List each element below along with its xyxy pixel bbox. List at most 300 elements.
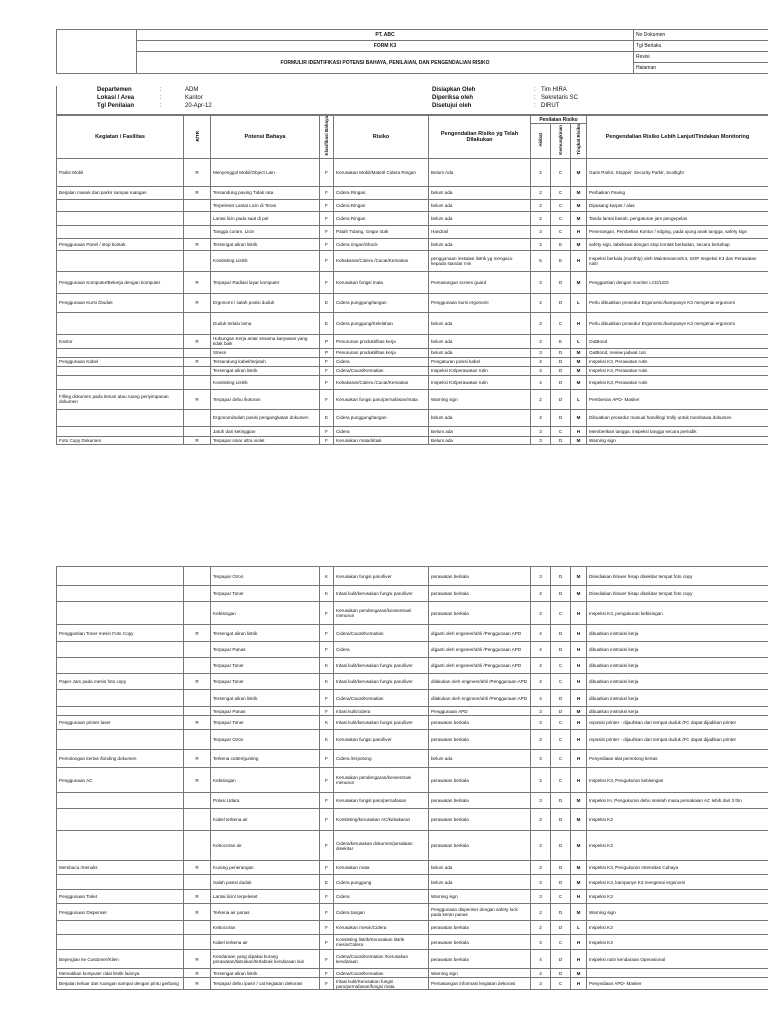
cell-kegiatan [57,250,184,271]
cell-risiko: Kerusakan fungsi paru/liver [334,730,429,750]
cell-kegiatan: Penggunaan Komputer/Bekerja dengan komputer [57,271,184,293]
cell-kemungkinan: D [551,436,571,444]
cell-lanjut: Inspeksi K3, Perawatan rutin [587,366,768,375]
cell-kemungkinan: D [551,831,571,861]
cell-kemungkinan: D [551,625,571,642]
cell-kegiatan: Berjalan masuk dari parkir sampai ruangan [57,186,184,199]
cell-risiko: Cidera/kerusakan dokumen/peralatan disekitar [334,831,429,861]
cell-kemungkinan: C [551,750,571,768]
cell-potensi: Tersengat aliran listrik [211,238,320,250]
cell-rtr: R [184,950,211,969]
cell-lanjut: dibuatkan instruksi kerja [587,625,768,642]
table-row [57,658,768,674]
cell-kegiatan: Penggunaan AC [57,768,184,793]
cell-tingkat: M [571,567,587,586]
cell-kegiatan [57,809,184,831]
table-row [57,690,768,707]
cell-kegiatan [57,211,184,225]
cell-klasifikasi: F [320,707,334,716]
dept-label: Departemen [97,87,132,93]
table-row [57,375,768,389]
cell-pengendalian: belum ada [429,238,531,250]
cell-lanjut: Perbaikan Paving [587,186,768,199]
cell-kegiatan [57,348,184,357]
cell-tingkat: H [571,750,587,768]
cell-rtr: R [184,674,211,690]
cell-risiko: Cidera [334,890,429,904]
cell-potensi: Kurang penerangan [211,861,320,875]
cell-akibat: 3 [531,978,551,990]
cell-akibat: 4 [531,690,551,707]
cell-potensi: Kabel terkena air [211,809,320,831]
table-row [57,768,768,793]
cell-risiko: Kerusakan Mobil/Materil Cidera Ringan [334,158,429,186]
cell-klasifikasi: F [320,389,334,409]
cell-akibat: 3 [531,831,551,861]
cell-kemungkinan: C [551,602,571,625]
cell-rtr [184,707,211,716]
cell-risiko: Konsleting/kerusakan AC/kebakaran [334,809,429,831]
cell-kegiatan [57,793,184,809]
cell-rtr [184,199,211,211]
table-row [57,707,768,716]
cell-akibat: 3 [531,436,551,444]
cell-rtr: R [184,357,211,366]
cell-lanjut: dibuatkan instruksi kerja [587,658,768,674]
cell-kegiatan [57,642,184,658]
cell-klasifikasi: F [320,271,334,293]
cell-lanjut: Dipasang karpet / alas [587,199,768,211]
checked-value: Sekretaris SC [541,95,579,101]
cell-lanjut: dibuatkan instruksi kerja [587,707,768,716]
cell-akibat: 3 [531,567,551,586]
cell-rtr [184,921,211,935]
cell-pengendalian: perawatan berkala [429,768,531,793]
cell-tingkat: M [571,861,587,875]
cell-rtr: R [184,293,211,312]
cell-rtr [184,586,211,602]
cell-klasifikasi: K [320,716,334,730]
cell-pengendalian: Warning sign [429,890,531,904]
cell-tingkat: H [571,935,587,950]
cell-risiko: Iritasi kulit/Kerusakan fungsi paru/pernafasan/fungsi mata [334,978,429,990]
table-row [57,809,768,831]
cell-tingkat: L [571,921,587,935]
cell-risiko: Cidera [334,357,429,366]
cell-risiko: Kerusakan mesin/Cidera [334,921,429,935]
cell-akibat: 3 [531,409,551,426]
cell-klasifikasi: F [320,357,334,366]
cell-risiko: Cidera Ringan [334,211,429,225]
cell-tingkat: M [571,586,587,602]
cell-rtr [184,312,211,334]
cell-akibat: 3 [531,750,551,768]
date-label: Tgl Penilaian [97,103,135,109]
cell-tingkat: M [571,375,587,389]
cell-akibat: 2 [531,389,551,409]
cell-klasifikasi: E [320,409,334,426]
cell-kemungkinan: D [551,904,571,921]
cell-lanjut: Memberikan tangga, inspeksi tangga secara periodik [587,426,768,436]
cell-kegiatan: Pemotongan kertas /binding dokumen [57,750,184,768]
table-row [57,426,768,436]
cell-tingkat: M [571,199,587,211]
cell-akibat: 4 [531,375,551,389]
cell-akibat: 3 [531,730,551,750]
cell-risiko: Kerusakan pendengaran/konsentrasi menurun [334,768,429,793]
cell-rtr: R [184,861,211,875]
cell-potensi: Tangga curam, Licin [211,225,320,238]
cell-rtr [184,875,211,890]
table-row [57,409,768,426]
cell-kegiatan [57,831,184,861]
col-lanjut: Pengendalian Risiko Lebih Lanjut/Tindakan Monitoring [587,116,768,159]
cell-potensi: Polusi Udara [211,793,320,809]
cell-potensi: Kabel terkena air [211,935,320,950]
cell-potensi: Lantai licin/ terpeleset [211,890,320,904]
cell-kegiatan: Penggunaan Kabel [57,357,184,366]
cell-tingkat: H [571,658,587,674]
cell-rtr [184,225,211,238]
table-row [57,969,768,978]
table-row [57,602,768,625]
cell-potensi: Terpapar Radiasi layar komputer [211,271,320,293]
cell-kemungkinan: D [551,293,571,312]
cell-risiko: Cidera ringan/Shock [334,238,429,250]
cell-pengendalian: diganti oleh engineer/ahli /Penggunaan APD [429,658,531,674]
cell-potensi: Terpapar Toner [211,658,320,674]
cell-potensi: Terpapar Ozon [211,730,320,750]
cell-risiko: Iritasi kulit/kerusakan fungsi paru/liver [334,586,429,602]
colon: : [160,87,162,93]
cell-risiko: Cidera /terpotong [334,750,429,768]
cell-akibat: 3 [531,271,551,293]
cell-tingkat: M [571,409,587,426]
cell-klasifikasi: E [320,875,334,890]
table-row [57,890,768,904]
cell-pengendalian: dilakukan oleh engineer/ahli /Penggunaan APD [429,674,531,690]
cell-pengendalian: belum ada [429,312,531,334]
cell-kemungkinan: C [551,978,571,990]
table-row [57,312,768,334]
cell-pengendalian: Inspeksi K3/perawatan rutin [429,366,531,375]
cell-tingkat: H [571,674,587,690]
cell-klasifikasi: F [320,978,334,990]
cell-kegiatan [57,375,184,389]
table-row [57,199,768,211]
cell-rtr [184,250,211,271]
cell-potensi: Kebisingan [211,768,320,793]
cell-kemungkinan: C [551,658,571,674]
cell-klasifikasi: F [320,366,334,375]
cell-risiko: Cidera/Cacat/Kematian [334,969,429,978]
prepared-value: Tim HIRA [541,87,567,93]
cell-tingkat: H [571,225,587,238]
table-row [57,586,768,602]
cell-tingkat: H [571,625,587,642]
cell-klasifikasi: K [320,674,334,690]
cell-tingkat: H [571,642,587,658]
cell-rtr [184,426,211,436]
cell-akibat: 3 [531,716,551,730]
cell-kemungkinan: C [551,674,571,690]
cell-pengendalian: perawatan berkala [429,716,531,730]
cell-klasifikasi: F [320,602,334,625]
cell-potensi: Duduk terlalu lama [211,312,320,334]
cell-potensi: Terpapar debu /kotoran [211,389,320,409]
table-row [57,186,768,199]
form-code: FORM K3 [137,41,634,52]
cell-pengendalian: Pengaturan posisi kabel [429,357,531,366]
cell-tingkat: M [571,211,587,225]
cell-rtr: R [184,716,211,730]
table-row [57,389,768,409]
cell-kemungkinan: D [551,409,571,426]
cell-risiko: Penurunan produktifitas kerja [334,348,429,357]
cell-lanjut [587,969,768,978]
cell-risiko: Cidera Ringan [334,199,429,211]
cell-potensi: Terpapar Ozon [211,567,320,586]
cell-potensi: Terkena cutter/gunting [211,750,320,768]
cell-kegiatan: Foto Copy Dokumen [57,436,184,444]
table-row [57,625,768,642]
revision-label: Revisi [634,52,768,63]
cell-lanjut: Penggantian dengan monitor LCD/LED [587,271,768,293]
cell-pengendalian: belum ada [429,750,531,768]
cell-potensi: Terpeleset Lantai Licin di Teras [211,199,320,211]
cell-akibat: 3 [531,348,551,357]
cell-tingkat: H [571,690,587,707]
cell-klasifikasi: F [320,904,334,921]
cell-akibat: 2 [531,186,551,199]
cell-kemungkinan: E [551,334,571,348]
cell-pengendalian: diganti oleh engineer/ahli /Penggunaan APD [429,625,531,642]
cell-akibat: 3 [531,674,551,690]
cell-kemungkinan: C [551,211,571,225]
table-row [57,978,768,990]
doc-number-label: No Dokumen [634,30,768,41]
cell-potensi: Terkena air panas [211,904,320,921]
col-kegiatan: Kegiatan / Fasilitas [57,116,184,159]
cell-pengendalian: Inspeksi K3/perawatan rutin [429,375,531,389]
cell-pengendalian: Belum ada [429,436,531,444]
colon: : [534,95,536,101]
cell-klasifikasi: P [320,334,334,348]
cell-rtr [184,642,211,658]
cell-akibat: 3 [531,707,551,716]
cell-lanjut: dibuatkan instruksi kerja [587,642,768,658]
cell-klasifikasi: E [320,312,334,334]
cell-pengendalian: perawatan berkala [429,567,531,586]
cell-rtr: R [184,750,211,768]
cell-tingkat: M [571,831,587,861]
cell-rtr: R [184,389,211,409]
risk-table-part1 [56,115,768,445]
cell-kegiatan [57,586,184,602]
cell-potensi: Jatuh dari ketinggian [211,426,320,436]
cell-lanjut: Penerangan, Pembelian Kontur / edging, pada ujung anak tangga, safety sign [587,225,768,238]
cell-kegiatan: Mematikan komputer /alat listrik lainnya [57,969,184,978]
cell-kegiatan [57,658,184,674]
table-row [57,436,768,444]
cell-pengendalian: Warning sign [429,389,531,409]
cell-lanjut: dibuatkan instruksi kerja [587,690,768,707]
cell-akibat: 3 [531,426,551,436]
cell-kemungkinan: D [551,389,571,409]
cell-klasifikasi: F [320,625,334,642]
cell-potensi: Konsleting Listrik [211,250,320,271]
table-row [57,861,768,875]
col-pengendalian: Pengendalian Risiko yg Telah Dilakukan [429,116,531,159]
cell-kegiatan: Paper Jam pada mesin foto copy [57,674,184,690]
cell-kegiatan [57,730,184,750]
cell-lanjut: Inspeksi K3, Perawatan rutin [587,357,768,366]
cell-klasifikasi: F [320,950,334,969]
cell-risiko: Kerusakan pendengaran/konsentrasi menurun [334,602,429,625]
cell-pengendalian: Pemasangan screen guard [429,271,531,293]
cell-klasifikasi: F [320,768,334,793]
cell-tingkat: M [571,809,587,831]
cell-rtr: R [184,904,211,921]
cell-akibat: 3 [531,334,551,348]
cell-kegiatan [57,409,184,426]
cell-rtr [184,809,211,831]
cell-tingkat: L [571,334,587,348]
cell-akibat: 2 [531,904,551,921]
cell-akibat: 3 [531,225,551,238]
table-row [57,950,768,969]
cell-rtr [184,366,211,375]
colon: : [534,87,536,93]
cell-risiko: Patah Tulang, Gegar otak [334,225,429,238]
col-risiko: Risiko [334,116,429,159]
cell-kemungkinan: D [551,366,571,375]
cell-kegiatan: Bepergian ke Customer/Klien [57,950,184,969]
company-name: PT. ABC [137,30,634,41]
cell-risiko: Kerusakan fungsi paru/pernafasan [334,793,429,809]
cell-risiko: Iritasi kulit/kerusakan fungsi paru/liver [334,658,429,674]
cell-rtr: R [184,969,211,978]
valid-date-label: Tgl Berlaku [634,41,768,52]
cell-potensi: Terpapar Panas [211,707,320,716]
cell-klasifikasi: K [320,567,334,586]
cell-tingkat: L [571,293,587,312]
cell-lanjut: Dibuatkan prosedur manual handling/ trolly untuk membawa dokumen [587,409,768,426]
cell-potensi: Konsleting Listrik [211,375,320,389]
cell-potensi: Ergonomi/salah posisi pengangkatan dokumen [211,409,320,426]
table-row [57,674,768,690]
cell-kegiatan [57,935,184,950]
cell-lanjut: Penyediaan alat pemotong kertas [587,750,768,768]
cell-lanjut: Inspeksi K3, Perawatan rutin [587,375,768,389]
cell-rtr [184,690,211,707]
cell-rtr [184,658,211,674]
cell-pengendalian: belum ada [429,409,531,426]
cell-kegiatan: Penggunaan Toilet [57,890,184,904]
cell-tingkat: M [571,436,587,444]
cell-pengendalian: Penggunaan APD [429,707,531,716]
cell-pengendalian: Handrail [429,225,531,238]
cell-rtr: R [184,271,211,293]
cell-lanjut: Inspeksi rutin kendaraan Operasional [587,950,768,969]
cell-kegiatan [57,921,184,935]
cell-akibat: 2 [531,293,551,312]
cell-rtr [184,375,211,389]
prepared-label: Disiapkan Oleh [432,87,476,93]
cell-potensi: Hubungan Kerja antar sesama karyawan yang tidak baik [211,334,320,348]
table-row [57,348,768,357]
cell-akibat: 3 [531,238,551,250]
table-row [57,250,768,271]
cell-tingkat: H [571,426,587,436]
cell-rtr: R [184,238,211,250]
cell-akibat: 3 [531,312,551,334]
cell-lanjut: Warning sign [587,436,768,444]
cell-kegiatan: Membaca /menulis [57,861,184,875]
cell-akibat: 4 [531,625,551,642]
cell-risiko: Cidera punggung/Kelelahan [334,312,429,334]
cell-kemungkinan: D [551,969,571,978]
cell-lanjut: Pemberian APD- Masker [587,389,768,409]
cell-klasifikasi: F [320,238,334,250]
cell-kemungkinan: D [551,690,571,707]
cell-rtr: R [184,334,211,348]
cell-akibat: 3 [531,861,551,875]
cell-akibat: 2 [531,199,551,211]
cell-potensi: Kebocoran air [211,831,320,861]
cell-klasifikasi: F [320,831,334,861]
cell-pengendalian: perawatan berkala [429,935,531,950]
cell-risiko: Cidera [334,642,429,658]
cell-risiko: Kerusakan fungsi paru/pernafasan/mata [334,389,429,409]
table-row [57,293,768,312]
cell-rtr [184,348,211,357]
cell-lanjut: Inspeksi K3, kampanye K3 mengenai ergonomi [587,875,768,890]
cell-tingkat: H [571,312,587,334]
cell-klasifikasi: P [320,348,334,357]
cell-risiko: Cidera punggung [334,875,429,890]
cell-akibat: 2 [531,921,551,935]
table-row [57,366,768,375]
table-row [57,750,768,768]
cell-kemungkinan: C [551,426,571,436]
cell-klasifikasi: F [320,186,334,199]
cell-rtr: R [184,186,211,199]
cell-pengendalian: belum ada [429,861,531,875]
cell-kemungkinan: C [551,186,571,199]
cell-lanjut: Inspeksi K3, pengukuran kebisingan [587,602,768,625]
cell-tingkat: M [571,875,587,890]
cell-lanjut: Garis Parkir, Stopper, Security Parkir, Scotlight [587,158,768,186]
cell-kemungkinan: C [551,730,571,750]
cell-potensi: Terpapar sinar ultra violet [211,436,320,444]
cell-lanjut: OutBond, review jadwal cuti [587,348,768,357]
cell-kemungkinan: C [551,890,571,904]
cell-pengendalian: penggunaan instalasi listrik yg mengacu kepada standar min [429,250,531,271]
cell-pengendalian: Belum ada [429,426,531,436]
cell-kemungkinan: D [551,348,571,357]
cell-potensi: Menyenggol Mobil/Object Lain [211,158,320,186]
cell-akibat: 3 [531,366,551,375]
cell-pengendalian: perawatan berkala [429,950,531,969]
cell-pengendalian: perawatan berkala [429,793,531,809]
cell-tingkat: M [571,969,587,978]
col-kemungkinan: Kemungkinan [551,124,571,158]
col-tingkat: Tingkat Risiko [571,124,587,158]
cell-pengendalian: perawatan berkala [429,921,531,935]
cell-kemungkinan: D [551,707,571,716]
cell-risiko: Iritasi kulit/cidera [334,707,429,716]
